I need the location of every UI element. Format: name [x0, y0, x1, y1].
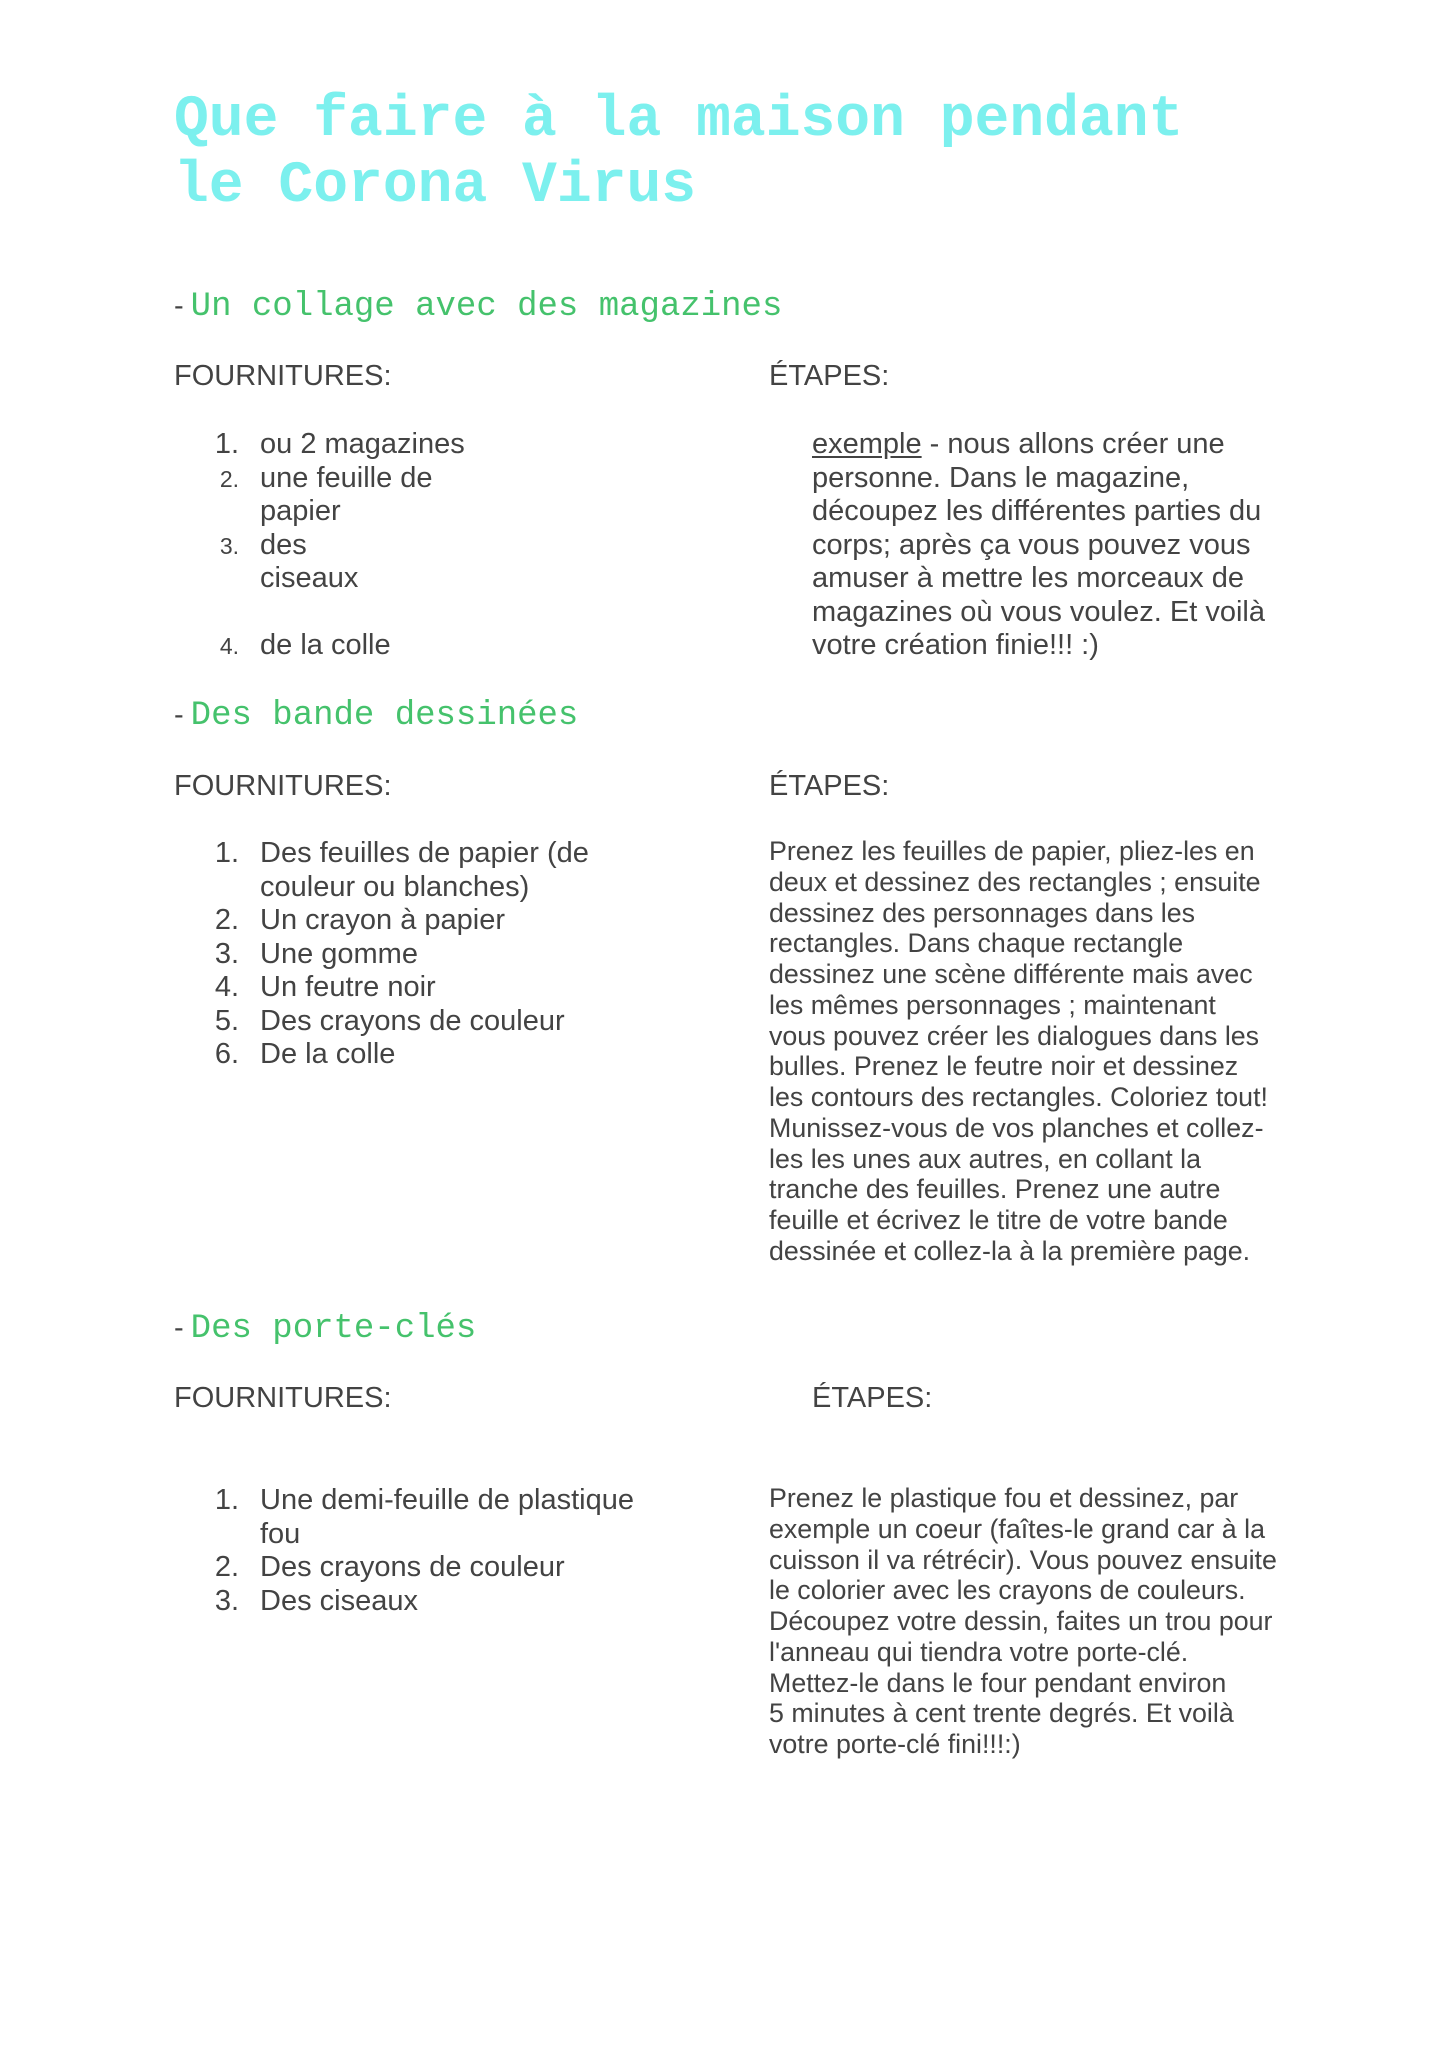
- steps-line-rest: - nous allons créer une: [921, 428, 1225, 460]
- document-title: Que faire à la maison pendant le Corona Virus: [174, 88, 1184, 219]
- steps-line: deux et dessinez des rectangles ; ensuite: [769, 866, 1261, 897]
- steps-line: les contours des rectangles. Coloriez tout!: [769, 1082, 1268, 1112]
- section-heading: [174, 695, 578, 737]
- steps-label: ÉTAPES:: [812, 1382, 933, 1414]
- steps-line: exemple un coeur (faîtes-le grand car à la: [769, 1513, 1266, 1544]
- supply-item: [174, 837, 589, 904]
- steps-line: Découpez votre dessin, faites un trou pour: [769, 1606, 1273, 1636]
- supply-item-text: [260, 1551, 565, 1585]
- supply-item: [174, 462, 465, 529]
- steps-line: les les unes aux autres, en collant la: [769, 1143, 1201, 1174]
- supply-item-line: de la colle: [260, 629, 391, 662]
- supply-item-line: une feuille de: [260, 461, 433, 494]
- supply-item-line: Des crayons de couleur: [260, 1004, 565, 1037]
- supplies-list: [174, 837, 589, 1072]
- supply-item-text: [260, 837, 589, 904]
- supply-item: [174, 529, 465, 596]
- list-number: 1.: [214, 1484, 239, 1516]
- supply-item-text: [260, 428, 465, 462]
- steps-line: Munissez-vous de vos planches et collez-: [769, 1112, 1264, 1143]
- steps-line: les mêmes personnages ; maintenant: [769, 989, 1216, 1020]
- supply-item-text: [260, 529, 358, 596]
- heading-dash: -: [174, 1312, 184, 1344]
- supply-item-line: fou: [260, 1517, 301, 1550]
- section-heading: [174, 286, 782, 328]
- steps-line: Mettez-le dans le four pendant environ: [769, 1667, 1227, 1698]
- supply-item-line: Un feutre noir: [260, 971, 436, 1004]
- steps-line: découpez les différentes parties du: [812, 495, 1262, 528]
- list-number: 3.: [219, 532, 239, 559]
- supply-item: [174, 938, 589, 972]
- supply-item: [174, 1551, 634, 1585]
- steps-label: ÉTAPES:: [769, 360, 890, 392]
- list-number: 2.: [214, 1551, 239, 1584]
- supply-item: [174, 904, 589, 938]
- supply-item: [174, 1484, 634, 1551]
- supplies-list: [174, 1484, 634, 1618]
- supply-item-text: [260, 971, 436, 1005]
- supply-item-line: ciseaux: [260, 562, 359, 595]
- section-heading-text: Un collage avec des magazines: [190, 288, 783, 326]
- supply-item-line: Des crayons de couleur: [260, 1551, 565, 1584]
- supply-item: [174, 971, 589, 1005]
- supply-item-text: [260, 1005, 565, 1039]
- supply-item: [174, 428, 465, 462]
- supply-item-text: [260, 1585, 418, 1619]
- steps-line: cuisson il va rétrécir). Vous pouvez ensuite: [769, 1544, 1277, 1575]
- steps-text: [769, 836, 1268, 1267]
- supply-item-line: Des feuilles de papier (de: [260, 837, 589, 869]
- steps-line: [812, 428, 1265, 462]
- supply-item-line: Une demi-feuille de plastique: [260, 1484, 634, 1516]
- list-number: 2.: [214, 904, 239, 937]
- steps-line: 5 minutes à cent trente degrés. Et voilà: [769, 1698, 1234, 1729]
- list-number: 2.: [219, 465, 239, 492]
- supplies-label: FOURNITURES:: [174, 1382, 392, 1414]
- section-heading: [174, 1308, 476, 1350]
- steps-line: tranche des feuilles. Prenez une autre: [769, 1174, 1221, 1205]
- steps-line: amuser à mettre les morceaux de: [812, 562, 1244, 595]
- section-heading-text: Des porte-clés: [190, 1310, 477, 1348]
- list-number: 1.: [214, 837, 239, 869]
- steps-line: bulles. Prenez le feutre noir et dessinez: [769, 1051, 1239, 1082]
- supply-item: [174, 629, 465, 664]
- steps-line: votre porte-clé fini!!!:): [769, 1729, 1021, 1759]
- steps-line: dessinez des personnages dans les: [769, 897, 1196, 928]
- supply-item-line: couleur ou blanches): [260, 870, 530, 903]
- steps-text: [812, 428, 1265, 663]
- supply-item-line: Un crayon à papier: [260, 904, 506, 937]
- steps-line: le colorier avec les crayons de couleurs.: [769, 1575, 1246, 1606]
- steps-line: magazines où vous voulez. Et voilà: [812, 595, 1265, 628]
- supply-item-line: ou 2 magazines: [260, 428, 465, 460]
- list-number: 3.: [214, 1584, 239, 1617]
- list-number: 3.: [214, 937, 239, 970]
- supply-item-text: [260, 938, 418, 972]
- list-number: 5.: [214, 1004, 239, 1037]
- supply-item-line: De la colle: [260, 1038, 396, 1071]
- supply-item-text: [260, 1038, 395, 1072]
- heading-dash: -: [174, 699, 184, 731]
- supply-item-text: [260, 1484, 634, 1551]
- supply-item-line: des: [260, 528, 307, 561]
- steps-label: ÉTAPES:: [769, 770, 890, 802]
- supply-item-text: [260, 904, 505, 938]
- steps-line: rectangles. Dans chaque rectangle: [769, 928, 1184, 959]
- steps-line: dessinez une scène différente mais avec: [769, 959, 1253, 989]
- supply-item-line: papier: [260, 495, 341, 528]
- list-number: 4.: [214, 971, 239, 1004]
- supplies-list: [174, 428, 465, 664]
- supply-item-line: Une gomme: [260, 937, 418, 970]
- heading-dash: -: [174, 290, 184, 322]
- steps-line: personne. Dans le magazine,: [812, 461, 1190, 494]
- supplies-label: FOURNITURES:: [174, 770, 392, 802]
- supply-item-text: [260, 462, 433, 529]
- list-number: 4.: [219, 633, 239, 660]
- section-heading-text: Des bande dessinées: [190, 697, 579, 735]
- supply-item: [174, 1585, 634, 1619]
- supply-item: [174, 1005, 589, 1039]
- steps-lead-underlined: exemple: [812, 428, 922, 460]
- steps-line: vous pouvez créer les dialogues dans les: [769, 1020, 1260, 1051]
- steps-line: votre création finie!!! :): [812, 629, 1099, 662]
- supply-item-line: Des ciseaux: [260, 1584, 418, 1617]
- list-number: 6.: [214, 1038, 239, 1071]
- steps-line: feuille et écrivez le titre de votre bande: [769, 1205, 1228, 1235]
- supply-item-text: [260, 629, 391, 663]
- supplies-label: FOURNITURES:: [174, 360, 392, 392]
- list-number: 1.: [214, 428, 239, 460]
- steps-line: l'anneau qui tiendra votre porte-clé.: [769, 1636, 1189, 1667]
- steps-line: Prenez les feuilles de papier, pliez-les en: [769, 836, 1255, 866]
- steps-line: dessinée et collez-la à la première page.: [769, 1235, 1251, 1266]
- supply-item: [174, 1038, 589, 1072]
- steps-text: [769, 1483, 1277, 1760]
- steps-line: corps; après ça vous pouvez vous: [812, 528, 1251, 561]
- steps-line: Prenez le plastique fou et dessinez, par: [769, 1483, 1239, 1513]
